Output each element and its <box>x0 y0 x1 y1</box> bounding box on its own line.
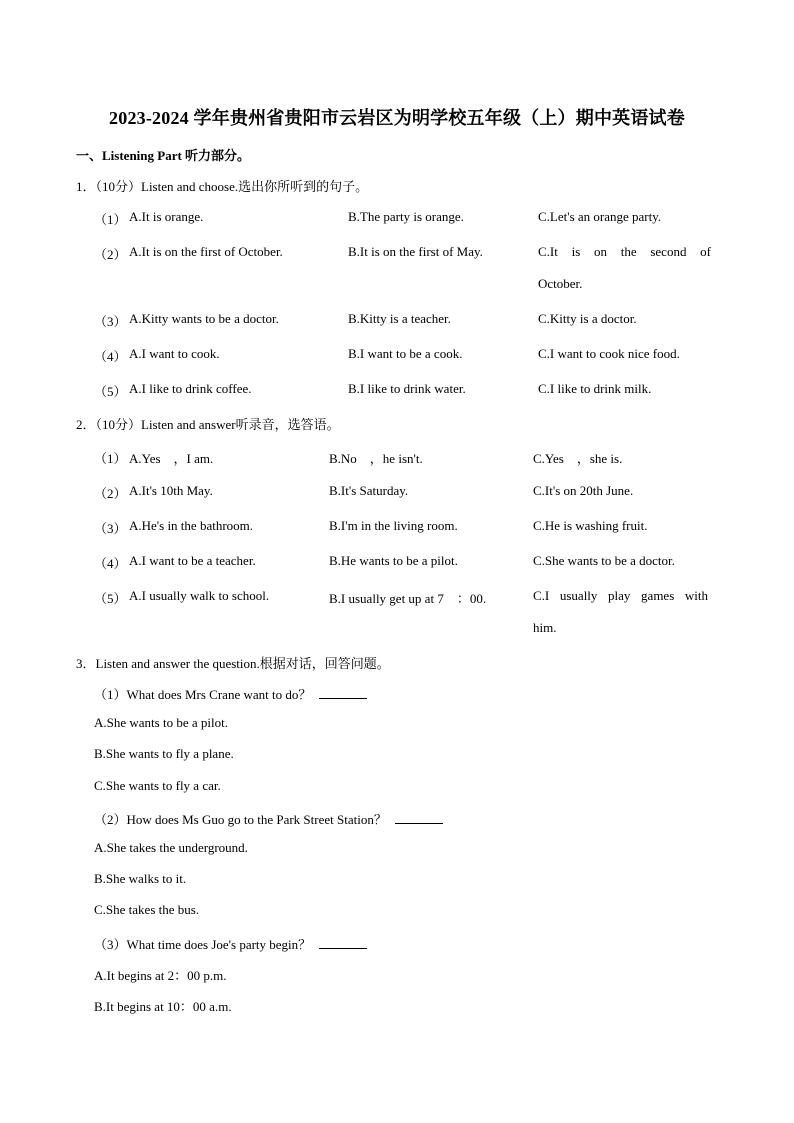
q2-option-c: C.She wants to be a doctor. <box>533 553 675 568</box>
q2-option-c: C.It's on 20th June. <box>533 483 634 498</box>
q2-option-row <box>0 518 794 538</box>
q1-option-c <box>538 244 711 260</box>
q3-subquestion-text: （3）What time does Joe's party begin？ <box>94 937 312 952</box>
q2-option-row <box>0 483 794 503</box>
q1-option-c: C.Kitty is a doctor. <box>538 311 637 326</box>
q2-option-c-line1: C.I usually play games with <box>533 588 708 603</box>
q2-option-a: A.He's in the bathroom. <box>129 518 254 533</box>
q1-option-b: B.I want to be a cook. <box>348 346 463 361</box>
q2-option-b: B.I'm in the living room. <box>329 518 458 533</box>
q1-option-c-line1: C.It is on the second of <box>538 244 711 259</box>
q2-item-number: （3） <box>94 521 127 536</box>
q1-option-a: A.I like to drink coffee. <box>129 381 252 396</box>
q1-item-number: （4） <box>94 349 127 364</box>
q3-option: B.It begins at 10：00 a.m. <box>94 999 232 1014</box>
q1-option-a: A.Kitty wants to be a doctor. <box>129 311 279 326</box>
q2-option-a: A.I want to be a teacher. <box>129 553 256 568</box>
q3-option: A.She wants to be a pilot. <box>94 715 228 730</box>
q2-option-c: C.Yes ，she is. <box>533 451 623 466</box>
q2-option-b: B.I usually get up at 7 ：00. <box>329 591 487 606</box>
q2-item-number: （5） <box>94 591 127 606</box>
q2-option-row <box>0 553 794 573</box>
q2-option-row <box>0 588 794 608</box>
q2-option-b: B.No ，he isn't. <box>329 451 423 466</box>
q1-option-a: A.It is orange. <box>129 209 204 224</box>
q1-option-c: C.Let's an orange party. <box>538 209 662 224</box>
q1-item-number: （5） <box>94 384 127 399</box>
q2-item-number: （2） <box>94 486 127 501</box>
q3-option: A.She takes the underground. <box>94 840 248 855</box>
q2-option-b: B.He wants to be a pilot. <box>329 553 458 568</box>
q1-option-c: C.I like to drink milk. <box>538 381 652 396</box>
answer-blank[interactable] <box>319 937 367 949</box>
q3-subquestion <box>94 809 443 828</box>
q3-subquestion <box>94 934 367 953</box>
q1-option-row <box>0 381 794 401</box>
q2-option-c-continued <box>0 620 794 640</box>
q3-option: B.She wants to fly a plane. <box>94 746 234 761</box>
q1-item-number: （3） <box>94 314 127 329</box>
question-3-heading: 3．Listen and answer the question.根据对话，回答问题。 <box>76 656 390 671</box>
page-title: 2023-2024 学年贵州省贵阳市云岩区为明学校五年级（上）期中英语试卷 <box>109 108 685 128</box>
answer-blank[interactable] <box>319 687 367 699</box>
q3-option: C.She wants to fly a car. <box>94 778 221 793</box>
q1-item-number: （2） <box>94 247 127 262</box>
q1-option-b: B.It is on the first of May. <box>348 244 483 259</box>
q3-option: A.It begins at 2：00 p.m. <box>94 968 227 983</box>
section-heading-listening: 一、Listening Part 听力部分。 <box>76 148 251 163</box>
q1-option-c-continued <box>0 276 794 296</box>
q1-option-row <box>0 209 794 229</box>
q1-option-row <box>0 346 794 366</box>
q2-option-a: A.It's 10th May. <box>129 483 213 498</box>
q2-option-c: C.He is washing fruit. <box>533 518 648 533</box>
q3-option: B.She walks to it. <box>94 871 187 886</box>
q2-option-row <box>0 448 794 468</box>
q1-option-a: A.It is on the first of October. <box>129 244 283 259</box>
question-1-heading: 1．（10分）Listen and choose.选出你所听到的句子。 <box>76 179 369 194</box>
q3-subquestion-text: （1）What does Mrs Crane want to do？ <box>94 687 312 702</box>
q2-item-number: （1） <box>94 451 127 466</box>
q2-option-c <box>533 588 708 604</box>
q1-option-b: B.The party is orange. <box>348 209 464 224</box>
q1-option-a: A.I want to cook. <box>129 346 220 361</box>
q2-option-a: A.I usually walk to school. <box>129 588 270 603</box>
question-2-heading: 2．（10分）Listen and answer听录音，选答语。 <box>76 417 340 432</box>
q1-item-number: （1） <box>94 212 127 227</box>
q1-option-c-line2: October. <box>538 276 583 291</box>
q1-option-b: B.I like to drink water. <box>348 381 466 396</box>
q2-option-c-line2: him. <box>533 620 557 635</box>
q3-option: C.She takes the bus. <box>94 902 200 917</box>
q3-subquestion-text: （2）How does Ms Guo go to the Park Street Station？ <box>94 812 387 827</box>
q1-option-row <box>0 244 794 264</box>
q2-option-a: A.Yes ，I am. <box>129 451 214 466</box>
q1-option-b: B.Kitty is a teacher. <box>348 311 451 326</box>
q1-option-row <box>0 311 794 331</box>
q2-item-number: （4） <box>94 556 127 571</box>
q1-option-c: C.I want to cook nice food. <box>538 346 680 361</box>
answer-blank[interactable] <box>395 812 443 824</box>
q2-option-b: B.It's Saturday. <box>329 483 409 498</box>
q3-subquestion <box>94 684 367 703</box>
